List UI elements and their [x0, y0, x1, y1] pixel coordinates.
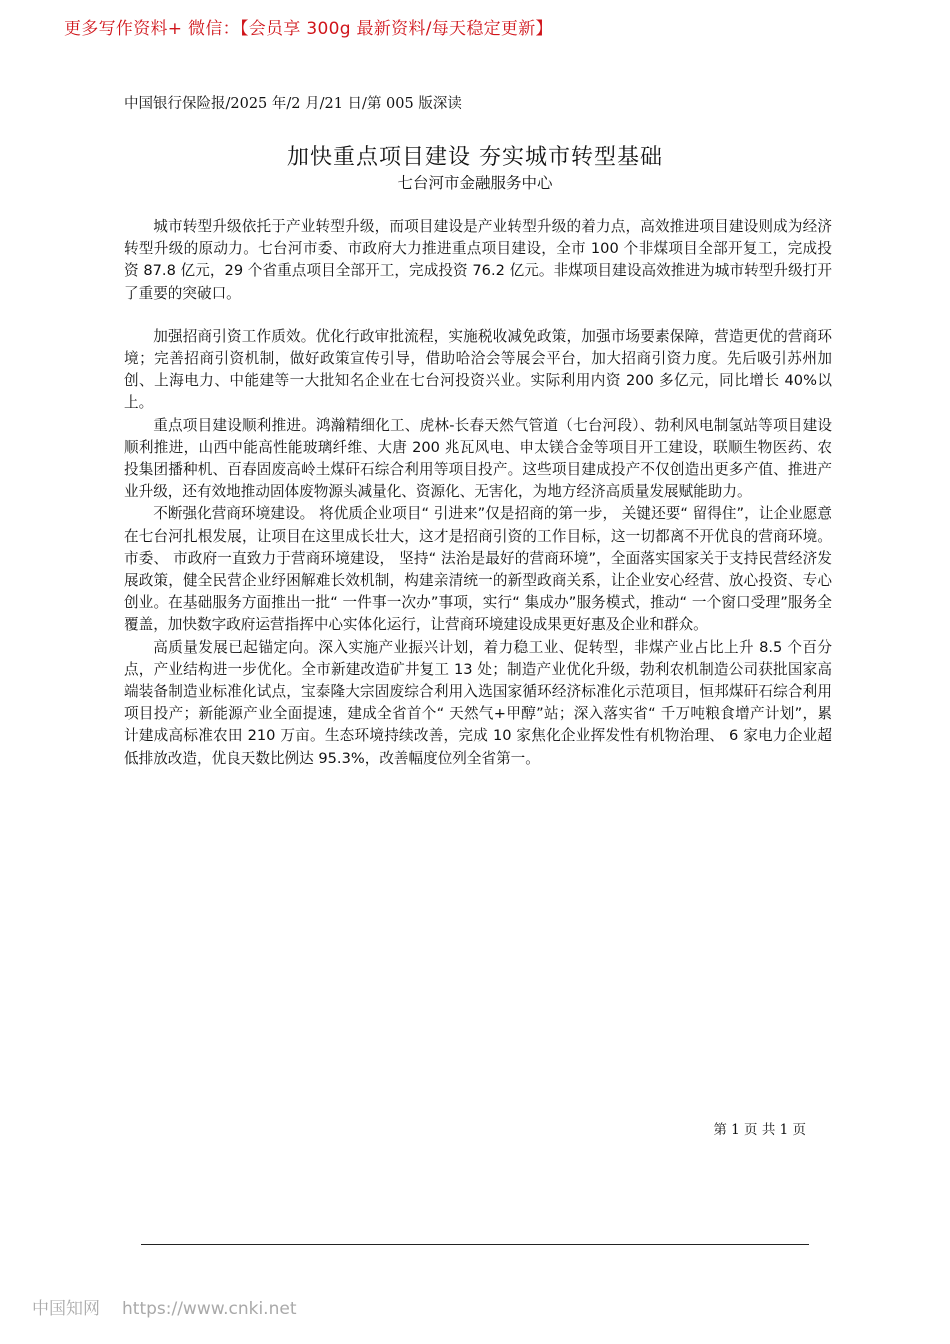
cnki-url: https://www.cnki.net	[122, 1299, 297, 1319]
article-body	[124, 216, 832, 770]
source-line: 中国银行保险报/2025 年/2 月/21 日/第 005 版深读	[124, 96, 462, 112]
footer-divider	[141, 1244, 809, 1245]
paragraph: 城市转型升级依托于产业转型升级，而项目建设是产业转型升级的着力点，高效推进项目建设则成为经济转型升级的原动力。七台河市委、市政府大力推进重点项目建设，全市 100 个非煤项目全部开复工，完成投资 87.8 亿元，29 个省重点项目全部开工，完成投资 76.2 亿元。非煤项目建设高效推进为城市转型升级打开了重要的突破口。	[124, 218, 832, 302]
paragraph: 加强招商引资工作质效。优化行政审批流程，实施税收减免政策，加强市场要素保障，营造更优的营商环境；完善招商引资机制，做好政策宣传引导，借助哈洽会等展会平台，加大招商引资力度。先后吸引苏州加创、上海电力、中能建等一大批知名企业在七台河投资兴业。实际利用内资 200 多亿元，同比增长 40%以上。	[124, 327, 832, 412]
page-indicator: 第 1 页 共 1 页	[713, 1122, 806, 1138]
paragraph: 高质量发展已起锚定向。深入实施产业振兴计划，着力稳工业、促转型，非煤产业占比上升 8.5 个百分点，产业结构进一步优化。全市新建改造矿井复工 13 处；制造产业优化升级，勃利农机制造公司获批国家高端装备制造业标准化试点，宝泰隆大宗固废综合利用入选国家循环经济标准化示范项目，恒邦煤矸石综合利用项目投产；新能源产业全面提速，建成全省首个“ 天然气+甲醇”站；深入落实省“ 千万吨粮食增产计划”，累计建成高标准农田 210 万亩。生态环境持续改善，完成 10 家焦化企业挥发性有机物治理、 6 家电力企业超低排放改造，优良天数比例达 95.3%，改善幅度位列全省第一。	[124, 638, 832, 767]
article-title: 加快重点项目建设 夯实城市转型基础	[287, 145, 663, 170]
cnki-logo-text: 中国知网	[32, 1299, 100, 1319]
article-author: 七台河市金融服务中心	[397, 174, 553, 192]
paragraph: 不断强化营商环境建设。 将优质企业项目“ 引进来”仅是招商的第一步， 关键还要“ 留得住”，让企业愿意在七台河扎根发展，让项目在这里成长壮大，这才是招商引资的工作目标，这一切都离不开优良的营商环境。 市委、 市政府一直致力于营商环境建设， 坚持“ 法治是最好的营商环境”，全面落实国家关于支持民营经济发展政策，健全民营企业纾困解难长效机制，构建亲清统一的新型政商关系，让企业安心经营、放心投资、专心创业。在基础服务方面推出一批“ 一件事一次办”事项，实行“ 集成办”服务模式，推动“ 一个窗口受理”服务全覆盖，加快数字政府运营指挥中心实体化运行，让营商环境建设成果更好惠及企业和群众。	[124, 505, 832, 634]
promo-banner: 更多写作资料+ 微信：【会员享 300g 最新资料/每天稳定更新】	[64, 19, 553, 39]
cnki-watermark	[32, 1294, 296, 1319]
paragraph: 重点项目建设顺利推进。鸿瀚精细化工、虎林-长春天然气管道（七台河段）、勃利风电制氢站等项目建设顺利推进，山西中能高性能玻璃纤维、大唐 200 兆瓦风电、申太镁合金等项目开工建设，联顺生物医药、农投集团播种机、百春固废高岭土煤矸石综合利用等项目投产。这些项目建成投产不仅创造出更多产值、推进产业升级，还有效地推动固体废物源头减量化、资源化、无害化，为地方经济高质量发展赋能助力。	[124, 416, 832, 501]
